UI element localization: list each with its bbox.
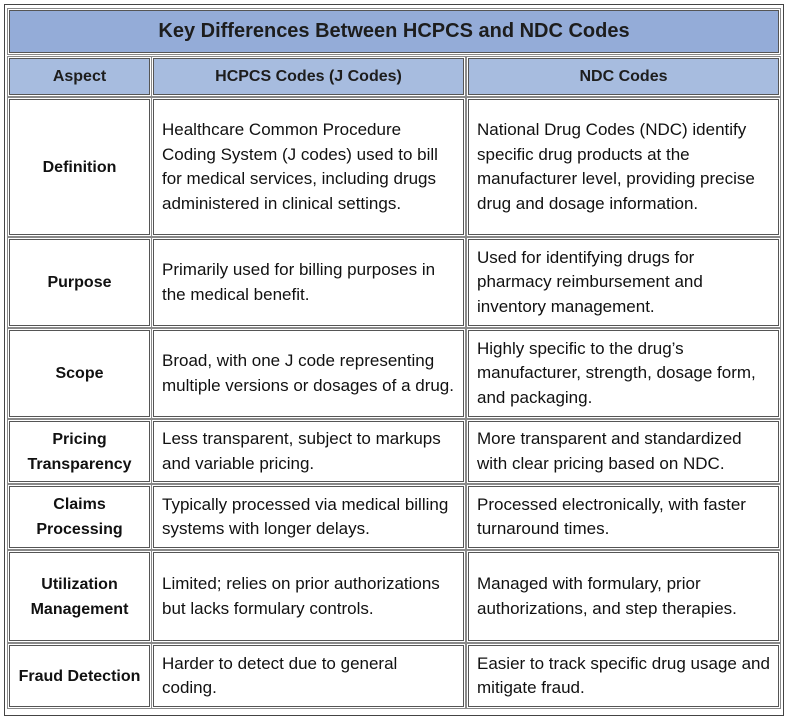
- table-title: Key Differences Between HCPCS and NDC Codes: [9, 10, 779, 53]
- row-pricing-ndc: More transparent and standardized with clear pricing based on NDC.: [468, 421, 779, 482]
- row-claims-hcpcs: Typically processed via medical billing systems with longer delays.: [153, 486, 464, 548]
- row-definition-ndc: National Drug Codes (NDC) identify specific drug products at the manufacturer level, providing precise drug and dosage information.: [468, 99, 779, 235]
- row-claims-aspect: Claims Processing: [9, 486, 150, 548]
- row-scope-hcpcs: Broad, with one J code representing multiple versions or dosages of a drug.: [153, 330, 464, 417]
- row-definition-aspect: Definition: [9, 99, 150, 235]
- row-claims-ndc: Processed electronically, with faster turnaround times.: [468, 486, 779, 548]
- header-hcpcs: HCPCS Codes (J Codes): [153, 58, 464, 95]
- row-pricing-hcpcs: Less transparent, subject to markups and variable pricing.: [153, 421, 464, 482]
- row-definition-hcpcs: Healthcare Common Procedure Coding System (J codes) used to bill for medical services, including drugs administered in clinical settings.: [153, 99, 464, 235]
- row-purpose-aspect: Purpose: [9, 239, 150, 326]
- row-utilization-hcpcs: Limited; relies on prior authorizations but lacks formulary controls.: [153, 552, 464, 641]
- row-fraud-ndc: Easier to track specific drug usage and mitigate fraud.: [468, 645, 779, 707]
- row-scope-aspect: Scope: [9, 330, 150, 417]
- row-fraud-hcpcs: Harder to detect due to general coding.: [153, 645, 464, 707]
- row-scope-ndc: Highly specific to the drug’s manufacturer, strength, dosage form, and packaging.: [468, 330, 779, 417]
- header-ndc: NDC Codes: [468, 58, 779, 95]
- header-aspect: Aspect: [9, 58, 150, 95]
- row-fraud-aspect: Fraud Detection: [9, 645, 150, 707]
- row-pricing-aspect: Pricing Transparency: [9, 421, 150, 482]
- row-purpose-ndc: Used for identifying drugs for pharmacy reimbursement and inventory management.: [468, 239, 779, 326]
- row-purpose-hcpcs: Primarily used for billing purposes in the medical benefit.: [153, 239, 464, 326]
- row-utilization-ndc: Managed with formulary, prior authorizations, and step therapies.: [468, 552, 779, 641]
- row-utilization-aspect: Utilization Management: [9, 552, 150, 641]
